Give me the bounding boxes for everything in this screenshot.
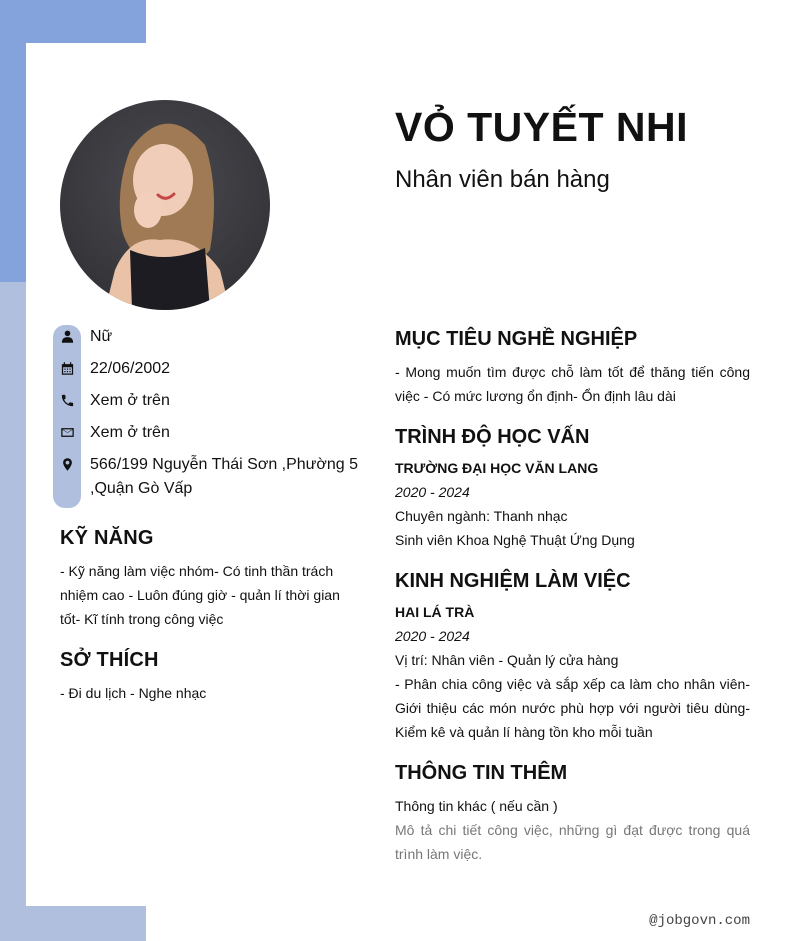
candidate-name: VỎ TUYẾT NHI [395,104,689,150]
additional-title: Thông tin khác ( nếu cần ) [395,798,558,814]
birthdate-value: 22/06/2002 [90,360,171,377]
person-icon [53,325,81,347]
additional-heading: THÔNG TIN THÊM [395,762,568,784]
objective-text: - Mong muốn tìm được chỗ làm tốt để thăng tiến công việc - Có mức lương ổn định- Ổn định lâu dài [395,364,750,404]
education-major: Chuyên ngành: Thanh nhạc [395,508,568,524]
mail-icon [53,421,81,443]
decor-left-strip-dark [0,43,26,282]
gender-value: Nữ [90,328,113,345]
education-period: 2020 - 2024 [395,484,470,500]
education-school: TRƯỜNG ĐẠI HỌC VĂN LANG [395,460,599,476]
experience-description: - Phân chia công việc và sắp xếp ca làm cho nhân viên- Giới thiệu các món nước phù hợp với người tiêu dùng- Kiểm kê và quản lí hàng tồn kho mỗi tuần [395,676,750,740]
decor-left-strip-light [0,282,26,906]
calendar-icon [53,357,81,379]
education-detail: Sinh viên Khoa Nghệ Thuật Ứng Dụng [395,532,635,548]
contact-birthdate [53,357,360,381]
skills-text: - Kỹ năng làm việc nhóm- Có tinh thần trách nhiệm cao - Luôn đúng giờ - quản lí thời gian tốt- Kĩ tính trong công việc [60,563,340,627]
contact-address [53,453,360,501]
experience-period: 2020 - 2024 [395,628,470,644]
additional-text: Mô tả chi tiết công việc, những gì đạt được trong quá trình làm việc. [395,822,750,862]
address-value: 566/199 Nguyễn Thái Sơn ,Phường 5 ,Quận Gò Vấp [90,456,359,497]
email-value: Xem ở trên [90,424,170,441]
experience-position: Vị trí: Nhân viên - Quản lý cửa hàng [395,652,619,668]
decor-bottom-block [0,906,146,941]
location-pin-icon [53,453,81,475]
hobbies-heading: SỞ THÍCH [60,649,159,671]
phone-value: Xem ở trên [90,392,170,409]
phone-icon [53,389,81,411]
hobbies-text: - Đi du lịch - Nghe nhạc [60,685,207,701]
experience-heading: KINH NGHIỆM LÀM VIỆC [395,570,631,592]
watermark: @jobgovn.com [649,913,750,929]
portrait-photo-icon [60,100,270,310]
decor-top-block [0,0,146,43]
education-heading: TRÌNH ĐỘ HỌC VẤN [395,426,590,448]
avatar [60,100,270,310]
experience-company: HAI LÁ TRÀ [395,604,475,620]
contact-email [53,421,360,445]
contact-phone [53,389,360,413]
objective-heading: MỤC TIÊU NGHỀ NGHIỆP [395,328,638,350]
job-title: Nhân viên bán hàng [395,166,610,193]
contact-gender [53,325,360,349]
skills-heading: KỸ NĂNG [60,527,154,549]
